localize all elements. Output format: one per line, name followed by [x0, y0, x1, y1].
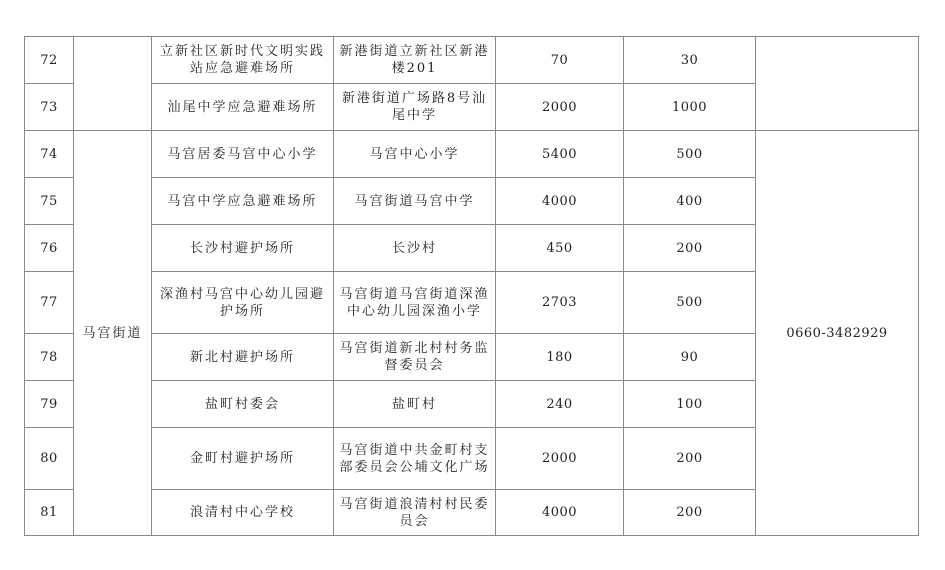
shelter-address: 马宫街道中共金町村支部委员会公埔文化广场: [334, 428, 496, 490]
shelter-name: 新北村避护场所: [152, 334, 334, 381]
shelter-address: 马宫街道新北村村务监督委员会: [334, 334, 496, 381]
shelter-capacity: 100: [624, 381, 756, 428]
shelter-area: 180: [496, 334, 624, 381]
shelter-address: 长沙村: [334, 225, 496, 272]
shelter-area: 2703: [496, 272, 624, 334]
row-number: 72: [25, 37, 74, 84]
shelter-capacity: 200: [624, 225, 756, 272]
shelter-area: 240: [496, 381, 624, 428]
row-number: 76: [25, 225, 74, 272]
row-number: 77: [25, 272, 74, 334]
shelter-address: 马宫中心小学: [334, 131, 496, 178]
shelter-capacity: 90: [624, 334, 756, 381]
shelter-address: 马宫街道马宫街道深渔中心幼儿园深渔小学: [334, 272, 496, 334]
shelter-address: 盐町村: [334, 381, 496, 428]
shelter-address: 马宫街道浪清村村民委员会: [334, 490, 496, 536]
shelter-name: 马宫中学应急避难场所: [152, 178, 334, 225]
row-number: 79: [25, 381, 74, 428]
shelter-area: 2000: [496, 84, 624, 131]
shelter-area: 4000: [496, 490, 624, 536]
shelter-capacity: 400: [624, 178, 756, 225]
row-number: 74: [25, 131, 74, 178]
table-row: [25, 37, 919, 84]
shelter-name: 金町村避护场所: [152, 428, 334, 490]
shelter-table: [24, 36, 919, 536]
row-number: 81: [25, 490, 74, 536]
shelter-address: 新港街道广场路8号汕尾中学: [334, 84, 496, 131]
district-cell: 马宫街道: [74, 131, 152, 536]
shelter-capacity: 200: [624, 428, 756, 490]
shelter-name: 深渔村马宫中心幼儿园避护场所: [152, 272, 334, 334]
shelter-area: 5400: [496, 131, 624, 178]
shelter-area: 450: [496, 225, 624, 272]
shelter-name: 马宫居委马宫中心小学: [152, 131, 334, 178]
row-number: 75: [25, 178, 74, 225]
shelter-name: 汕尾中学应急避难场所: [152, 84, 334, 131]
table-row: [25, 131, 919, 178]
shelter-name: 长沙村避护场所: [152, 225, 334, 272]
shelter-capacity: 1000: [624, 84, 756, 131]
shelter-name: 盐町村委会: [152, 381, 334, 428]
shelter-area: 4000: [496, 178, 624, 225]
shelter-name: 立新社区新时代文明实践站应急避难场所: [152, 37, 334, 84]
row-number: 73: [25, 84, 74, 131]
row-number: 80: [25, 428, 74, 490]
row-number: 78: [25, 334, 74, 381]
shelter-capacity: 200: [624, 490, 756, 536]
district-cell-empty: [74, 37, 152, 131]
shelter-address: 马宫街道马宫中学: [334, 178, 496, 225]
shelter-address: 新港街道立新社区新港楼201: [334, 37, 496, 84]
shelter-area: 70: [496, 37, 624, 84]
shelter-capacity: 30: [624, 37, 756, 84]
shelter-name: 浪清村中心学校: [152, 490, 334, 536]
shelter-area: 2000: [496, 428, 624, 490]
shelter-capacity: 500: [624, 272, 756, 334]
shelter-capacity: 500: [624, 131, 756, 178]
phone-cell-empty: [756, 37, 919, 131]
phone-cell: 0660-3482929: [756, 131, 919, 536]
